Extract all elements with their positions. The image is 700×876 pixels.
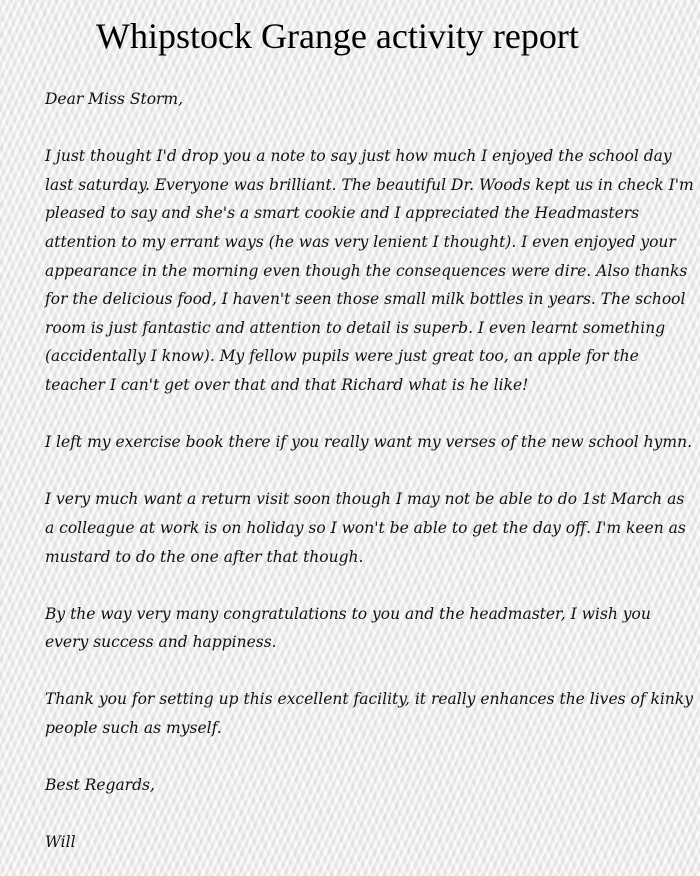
signature: Will	[45, 833, 76, 852]
page-title: Whipstock Grange activity report	[96, 16, 579, 56]
paragraph-5: Thank you for setting up this excellent facility, it really enhances the lives of kinky people such as myself.	[45, 690, 693, 738]
paragraph-2: I left my exercise book there if you really want my verses of the new school hymn.	[45, 433, 693, 452]
closing: Best Regards,	[45, 776, 155, 795]
letter-body	[45, 85, 695, 857]
salutation: Dear Miss Storm,	[45, 90, 184, 108]
paragraph-3: I very much want a return visit soon though I may not be able to do 1st March as a colleague at work is on holiday so I won't be able to get the day off. I'm keen as mustard to do the one after that though.	[45, 490, 686, 566]
paragraph-1: I just thought I'd drop you a note to say just how much I enjoyed the school day last saturday. Everyone was brilliant. The beautiful Dr. Woods kept us in check I'm pleased to say and she's a smart cookie and I appreciated the Headmasters attention to my errant ways (he was very lenient I thought). I even enjoyed your appearance in the morning even though the consequences were dire. Also thanks for the delicious food, I haven't seen those small milk bottles in years. The school room is just fantastic and attention to detail is superb. I even learnt something (accidentally I know). My fellow pupils were just great too, an apple for the teacher I can't get over that and that Richard what is he like!	[45, 147, 694, 394]
paragraph-4: By the way very many congratulations to you and the headmaster, I wish you every success and happiness.	[45, 604, 651, 652]
